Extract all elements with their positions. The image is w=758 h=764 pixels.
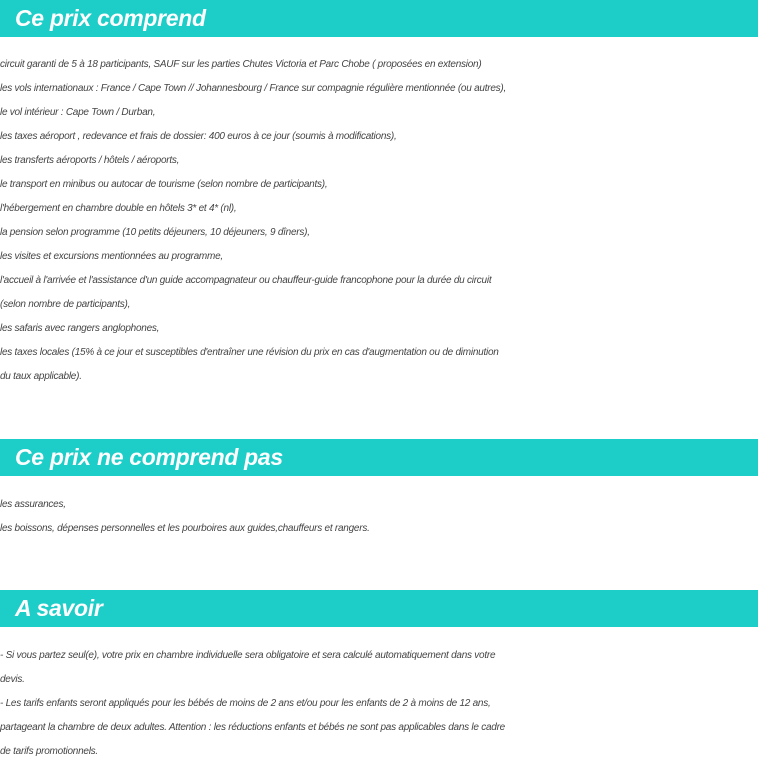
text-line: le vol intérieur : Cape Town / Durban,	[0, 107, 156, 118]
text-line: de tarifs promotionnels.	[0, 746, 98, 757]
section-title: A savoir	[15, 595, 103, 621]
section-body	[0, 476, 758, 541]
section-header	[0, 439, 758, 476]
text-line: les taxes aéroport , redevance et frais de dossier: 400 euros à ce jour (soumis à modifications),	[0, 131, 397, 142]
section-a-savoir	[0, 590, 758, 764]
text-line: les transferts aéroports / hôtels / aéroports,	[0, 155, 180, 166]
text-line: circuit garanti de 5 à 18 participants, SAUF sur les parties Chutes Victoria et Parc Chobe ( proposées en extension)	[0, 59, 482, 70]
text-line: le transport en minibus ou autocar de tourisme (selon nombre de participants),	[0, 179, 328, 190]
section-header	[0, 590, 758, 627]
section-title: Ce prix ne comprend pas	[15, 444, 283, 470]
text-line: partageant la chambre de deux adultes. Attention : les réductions enfants et bébés ne sont pas applicables dans le cadre	[0, 722, 505, 733]
text-line: les vols internationaux : France / Cape Town // Johannesbourg / France sur compagnie régulière mentionnée (ou autres),	[0, 83, 506, 94]
section-ce-prix-ne-comprend-pas	[0, 439, 758, 541]
section-body	[0, 627, 758, 764]
text-line: du taux applicable).	[0, 371, 82, 382]
section-body	[0, 37, 758, 389]
section-header	[0, 0, 758, 37]
text-line: l'accueil à l'arrivée et l'assistance d'un guide accompagnateur ou chauffeur-guide francophone pour la durée du circuit	[0, 275, 492, 286]
text-line: les assurances,	[0, 499, 66, 510]
text-line: les boissons, dépenses personnelles et les pourboires aux guides,chauffeurs et rangers.	[0, 523, 370, 534]
text-line: les safaris avec rangers anglophones,	[0, 323, 160, 334]
text-line: l'hébergement en chambre double en hôtels 3* et 4* (nl),	[0, 203, 237, 214]
text-line: la pension selon programme (10 petits déjeuners, 10 déjeuners, 9 dîners),	[0, 227, 310, 238]
text-line: les visites et excursions mentionnées au programme,	[0, 251, 223, 262]
section-title: Ce prix comprend	[15, 5, 206, 31]
text-line: les taxes locales (15% à ce jour et susceptibles d'entraîner une révision du prix en cas d'augmentation ou de diminution	[0, 347, 499, 358]
text-line: - Les tarifs enfants seront appliqués pour les bébés de moins de 2 ans et/ou pour les enfants de 2 à moins de 12 ans,	[0, 698, 491, 709]
text-line: (selon nombre de participants),	[0, 299, 131, 310]
text-line: devis.	[0, 674, 25, 685]
text-line: - Si vous partez seul(e), votre prix en chambre individuelle sera obligatoire et sera calculé automatiquement dans votre	[0, 650, 496, 661]
